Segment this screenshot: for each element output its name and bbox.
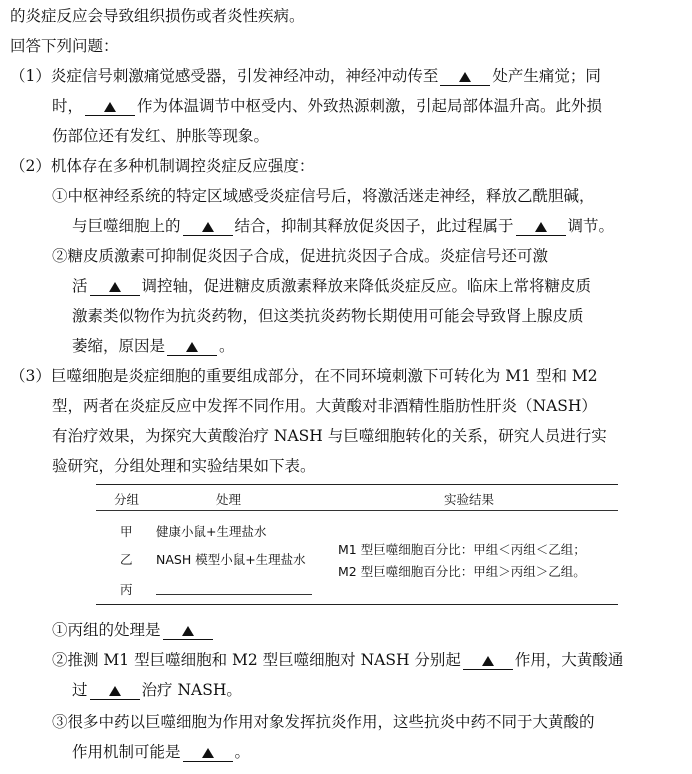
q2-2-line-4: 萎缩，原因是 。 <box>72 337 235 355</box>
q1-line-1: （1）炎症信号刺激痛觉感受器，引发神经冲动，神经冲动传至 处产生痛觉；同 <box>10 67 601 85</box>
q3-line-1: （3）巨噬细胞是炎症细胞的重要组成部分，在不同环境刺激下可转化为 M1 型和 M2 <box>10 367 598 385</box>
q3-2-line-2: 过 治疗 NASH。 <box>72 681 242 699</box>
header-result: 实验结果 <box>444 492 495 507</box>
answer-blank[interactable] <box>85 99 135 116</box>
treatment-bing-blank[interactable] <box>156 594 312 595</box>
result-m2: M2 型巨噬细胞百分比：甲组＞丙组＞乙组。 <box>338 564 586 579</box>
triangle-icon <box>109 686 121 696</box>
q1-line-2: 时， 作为体温调节中枢受内、外致热源刺激，引起局部体温升高。此外损 <box>52 97 603 115</box>
q2-2-line-1: ②糖皮质激素可抑制促炎因子合成，促进抗炎因子合成。炎症信号还可激 <box>52 247 549 265</box>
triangle-icon <box>459 72 471 82</box>
result-m1: M1 型巨噬细胞百分比：甲组＜丙组＜乙组； <box>338 542 586 557</box>
triangle-icon <box>482 656 494 666</box>
q3-line-3: 有治疗效果，为探究大黄酸治疗 NASH 与巨噬细胞转化的关系，研究人员进行实 <box>52 427 607 445</box>
q3-3-line-1: ③很多中药以巨噬细胞为作用对象发挥抗炎作用，这些抗炎中药不同于大黄酸的 <box>52 713 595 731</box>
triangle-icon <box>202 748 214 758</box>
q3-line-2: 型，两者在炎症反应中发挥不同作用。大黄酸对非酒精性脂肪性肝炎（NASH） <box>52 397 597 415</box>
treatment-yi: NASH 模型小鼠+生理盐水 <box>156 552 306 567</box>
group-bing: 丙 <box>120 582 133 597</box>
group-yi: 乙 <box>120 552 133 567</box>
answer-blank[interactable] <box>163 623 213 640</box>
q3-3-line-2: 作用机制可能是 。 <box>72 743 251 761</box>
treatment-jia: 健康小鼠+生理盐水 <box>156 524 267 539</box>
answer-blank[interactable] <box>167 339 217 356</box>
answer-blank[interactable] <box>90 279 140 296</box>
answer-blank[interactable] <box>463 653 513 670</box>
answer-blank[interactable] <box>183 219 233 236</box>
answer-blank[interactable] <box>183 745 233 762</box>
q1-line-3: 伤部位还有发红、肿胀等现象。 <box>52 127 270 145</box>
q2-1-line-1: ①中枢神经系统的特定区域感受炎症信号后，将激活迷走神经，释放乙酰胆碱， <box>52 187 595 205</box>
q3-line-4: 验研究，分组处理和实验结果如下表。 <box>52 457 316 475</box>
triangle-icon <box>202 222 214 232</box>
triangle-icon <box>535 222 547 232</box>
triangle-icon <box>104 102 116 112</box>
q2-title: （2）机体存在多种机制调控炎症反应强度： <box>10 157 315 175</box>
q2-2-line-3: 激素类似物作为抗炎药物，但这类抗炎药物长期使用可能会导致肾上腺皮质 <box>72 307 584 325</box>
q2-1-line-2: 与巨噬细胞上的 结合，抑制其释放促炎因子，此过程属于 调节。 <box>72 217 615 235</box>
q3-2-line-1: ②推测 M1 型巨噬细胞和 M2 型巨噬细胞对 NASH 分别起 作用，大黄酸通 <box>52 651 624 669</box>
q3-1-line: ①丙组的处理是 <box>52 620 215 640</box>
answer-blank[interactable] <box>440 69 490 86</box>
answer-blank[interactable] <box>90 683 140 700</box>
triangle-icon <box>186 342 198 352</box>
header-treatment: 处理 <box>216 492 242 507</box>
answer-blank[interactable] <box>516 219 566 236</box>
q2-2-line-2: 活 调控轴，促进糖皮质激素释放来降低炎症反应。临床上常将糖皮质 <box>72 277 592 295</box>
triangle-icon <box>109 282 121 292</box>
answer-prompt: 回答下列问题： <box>10 37 119 55</box>
results-table <box>96 484 618 606</box>
intro-line: 的炎症反应会导致组织损伤或者炎性疾病。 <box>10 7 305 25</box>
header-group: 分组 <box>114 492 140 507</box>
triangle-icon <box>182 626 194 636</box>
group-jia: 甲 <box>120 524 133 539</box>
